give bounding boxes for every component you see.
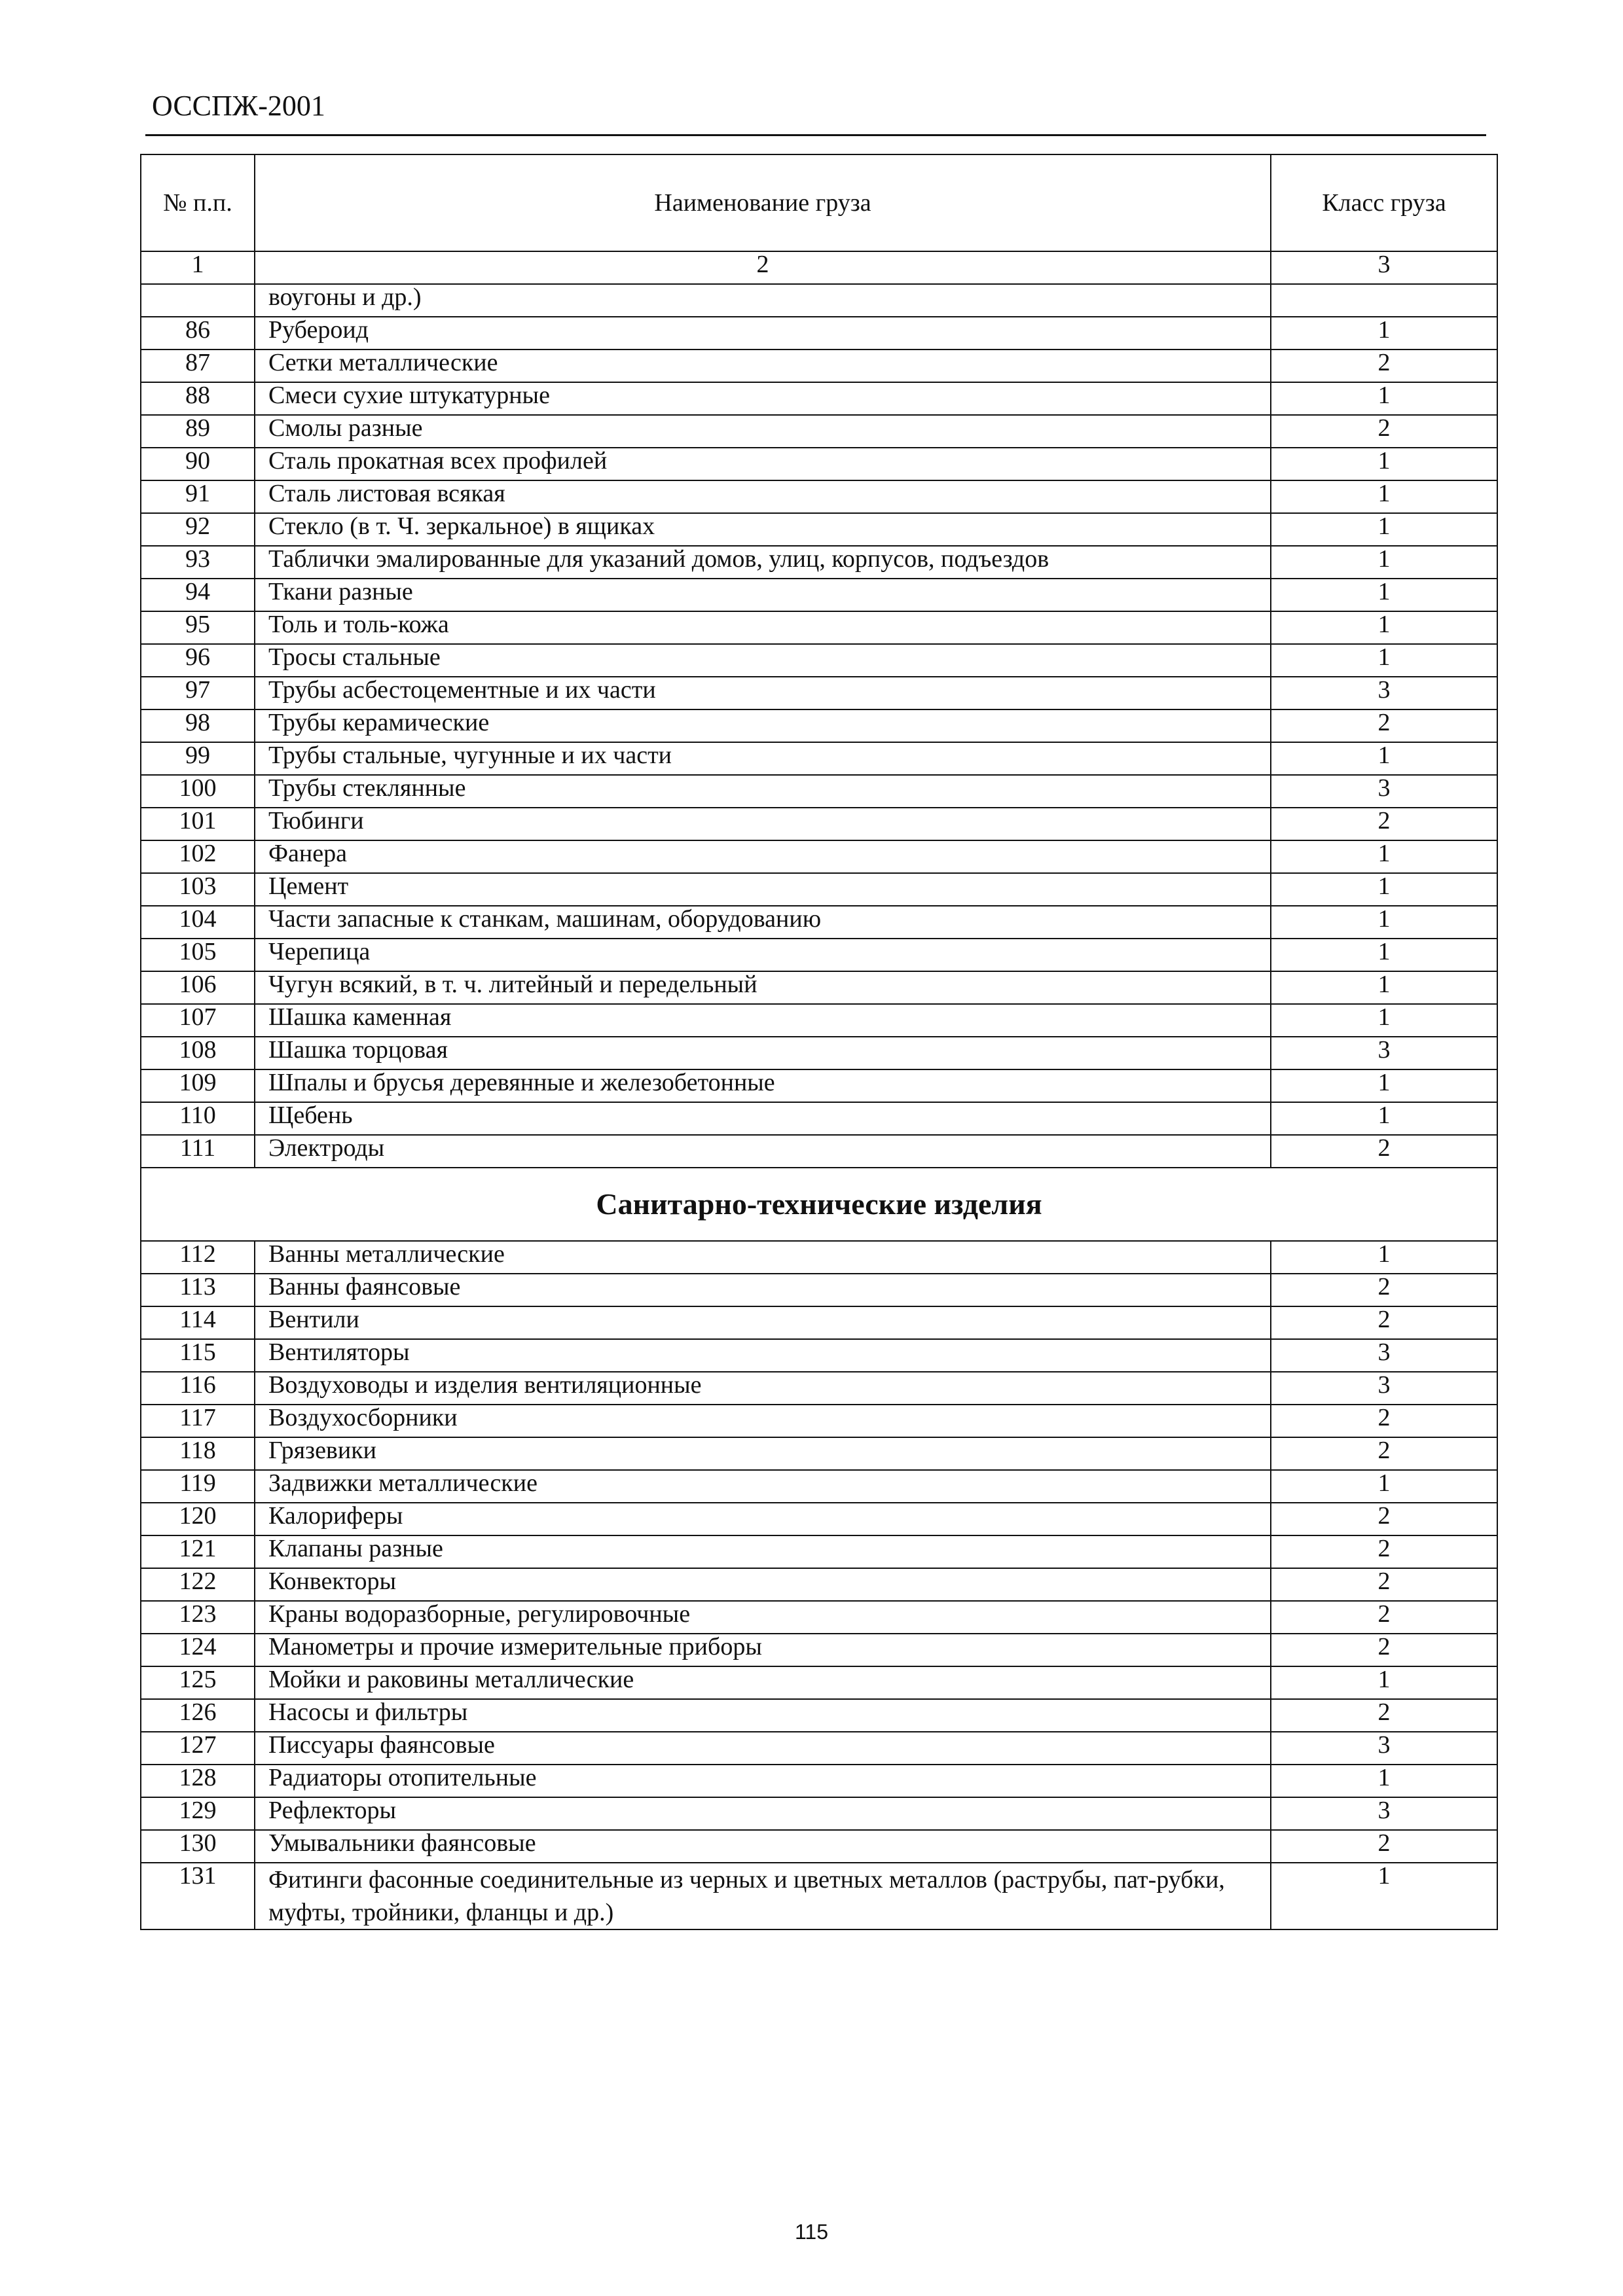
row-number-cell: 94: [141, 579, 255, 611]
cargo-class-cell: 2: [1271, 1634, 1497, 1666]
table-row: [141, 1102, 1497, 1135]
row-number-cell: 110: [141, 1102, 255, 1135]
cargo-name-cell: Части запасные к станкам, машинам, оборудованию: [255, 906, 1271, 939]
cargo-class-cell: 1: [1271, 1470, 1497, 1503]
cargo-class-cell: 2: [1271, 415, 1497, 448]
row-number-cell: 90: [141, 448, 255, 480]
cargo-class-cell: 3: [1271, 1732, 1497, 1765]
table-row: [141, 1274, 1497, 1306]
cargo-class-cell: 1: [1271, 906, 1497, 939]
table-row: [141, 1069, 1497, 1102]
cargo-class-cell: 1: [1271, 546, 1497, 579]
cargo-class-cell: 3: [1271, 1339, 1497, 1372]
row-number-cell: 131: [141, 1863, 255, 1929]
table-row: [141, 1797, 1497, 1830]
cargo-name-cell: Радиаторы отопительные: [255, 1765, 1271, 1797]
row-number-cell: 117: [141, 1405, 255, 1437]
cargo-name-cell: Смолы разные: [255, 415, 1271, 448]
cargo-name-cell: Фанера: [255, 840, 1271, 873]
cargo-class-cell: 2: [1271, 1535, 1497, 1568]
cargo-name-cell: Воздуховоды и изделия вентиляционные: [255, 1372, 1271, 1405]
table-row: [141, 906, 1497, 939]
cargo-class-cell: 2: [1271, 1601, 1497, 1634]
column-header-number: № п.п.: [141, 154, 255, 251]
row-number-cell: 128: [141, 1765, 255, 1797]
cargo-name-cell: Трубы стеклянные: [255, 775, 1271, 808]
table-row: [141, 939, 1497, 971]
table-row: [141, 808, 1497, 840]
document-code: ОССПЖ-2001: [152, 90, 325, 122]
row-number-cell: 130: [141, 1830, 255, 1863]
table-row: [141, 677, 1497, 709]
column-index-2: 2: [255, 251, 1271, 284]
cargo-class-cell: 1: [1271, 1069, 1497, 1102]
cargo-class-cell: 1: [1271, 382, 1497, 415]
table-row: [141, 1037, 1497, 1069]
cargo-class-cell: 3: [1271, 1372, 1497, 1405]
row-number-cell: 107: [141, 1004, 255, 1037]
row-number-cell: 119: [141, 1470, 255, 1503]
column-index-row: [141, 251, 1497, 284]
row-number-cell: 126: [141, 1699, 255, 1732]
cargo-name-cell: Грязевики: [255, 1437, 1271, 1470]
cargo-class-cell: 1: [1271, 1666, 1497, 1699]
cargo-name-cell: Краны водоразборные, регулировочные: [255, 1601, 1271, 1634]
row-number-cell: 118: [141, 1437, 255, 1470]
table-header-row: [141, 154, 1497, 251]
cargo-name-cell: Мойки и раковины металлические: [255, 1666, 1271, 1699]
cargo-class-cell: 2: [1271, 1437, 1497, 1470]
column-index-1: 1: [141, 251, 255, 284]
cargo-name-cell: Умывальники фаянсовые: [255, 1830, 1271, 1863]
row-number-cell: 124: [141, 1634, 255, 1666]
cargo-class-cell: 2: [1271, 1306, 1497, 1339]
cargo-class-cell: 1: [1271, 1863, 1497, 1929]
table-row: [141, 775, 1497, 808]
cargo-class-cell: 3: [1271, 775, 1497, 808]
cargo-name-cell: Манометры и прочие измерительные приборы: [255, 1634, 1271, 1666]
row-number-cell: 114: [141, 1306, 255, 1339]
cargo-class-cell: 1: [1271, 742, 1497, 775]
cargo-name-cell: Вентили: [255, 1306, 1271, 1339]
cargo-class-cell: 2: [1271, 1503, 1497, 1535]
cargo-name-cell: Чугун всякий, в т. ч. литейный и передельный: [255, 971, 1271, 1004]
cargo-class-cell: 1: [1271, 873, 1497, 906]
cargo-name-cell: Черепица: [255, 939, 1271, 971]
row-number-cell: 121: [141, 1535, 255, 1568]
table-row: [141, 644, 1497, 677]
cargo-name-cell: Стекло (в т. Ч. зеркальное) в ящиках: [255, 513, 1271, 546]
cargo-class-cell: 1: [1271, 939, 1497, 971]
row-number-cell: 127: [141, 1732, 255, 1765]
table-row: [141, 1372, 1497, 1405]
row-number-cell: 89: [141, 415, 255, 448]
table-row: [141, 1339, 1497, 1372]
section-title: Санитарно-технические изделия: [141, 1168, 1497, 1241]
row-number-cell: 97: [141, 677, 255, 709]
row-number-cell: 104: [141, 906, 255, 939]
table-row: [141, 1863, 1497, 1929]
table-row: [141, 1004, 1497, 1037]
row-number-cell: 93: [141, 546, 255, 579]
table-row: [141, 1765, 1497, 1797]
cargo-name-cell: Клапаны разные: [255, 1535, 1271, 1568]
table-row: [141, 448, 1497, 480]
page-number: 115: [794, 2220, 828, 2244]
table-row: [141, 611, 1497, 644]
row-number-cell: 122: [141, 1568, 255, 1601]
row-number-cell: 116: [141, 1372, 255, 1405]
table-row: [141, 840, 1497, 873]
section-row: [141, 1168, 1497, 1241]
table-row: [141, 382, 1497, 415]
cargo-name-cell: Фитинги фасонные соединительные из черных и цветных металлов (раструбы, пат-рубки, муфты, тройники, фланцы и др.): [255, 1863, 1271, 1929]
table-row: [141, 1470, 1497, 1503]
cargo-name-cell: Смеси сухие штукатурные: [255, 382, 1271, 415]
row-number-cell: 96: [141, 644, 255, 677]
table-row: [141, 1634, 1497, 1666]
cargo-name-cell: Сталь листовая всякая: [255, 480, 1271, 513]
row-number-cell: 123: [141, 1601, 255, 1634]
table-row: [141, 971, 1497, 1004]
table-row: [141, 1732, 1497, 1765]
cargo-name-cell: Воздухосборники: [255, 1405, 1271, 1437]
row-number-cell: 103: [141, 873, 255, 906]
row-number-cell: 102: [141, 840, 255, 873]
table-row: [141, 546, 1497, 579]
cargo-class-cell: 2: [1271, 1830, 1497, 1863]
continuation-num-cell: [141, 284, 255, 317]
cargo-name-cell: Конвекторы: [255, 1568, 1271, 1601]
row-number-cell: 106: [141, 971, 255, 1004]
row-number-cell: 113: [141, 1274, 255, 1306]
cargo-name-cell: Ванны фаянсовые: [255, 1274, 1271, 1306]
row-number-cell: 112: [141, 1241, 255, 1274]
cargo-class-cell: 3: [1271, 1037, 1497, 1069]
cargo-class-cell: 1: [1271, 448, 1497, 480]
row-number-cell: 115: [141, 1339, 255, 1372]
table-row: [141, 480, 1497, 513]
table-row: [141, 1405, 1497, 1437]
cargo-name-cell: Ткани разные: [255, 579, 1271, 611]
row-number-cell: 98: [141, 709, 255, 742]
cargo-name-cell: Писсуары фаянсовые: [255, 1732, 1271, 1765]
cargo-class-cell: 1: [1271, 1004, 1497, 1037]
table-row: [141, 350, 1497, 382]
cargo-class-cell: 2: [1271, 709, 1497, 742]
cargo-class-cell: 1: [1271, 579, 1497, 611]
cargo-name-cell: Калориферы: [255, 1503, 1271, 1535]
row-number-cell: 108: [141, 1037, 255, 1069]
cargo-class-cell: 2: [1271, 1699, 1497, 1732]
cargo-class-cell: 1: [1271, 840, 1497, 873]
cargo-name-cell: Цемент: [255, 873, 1271, 906]
table-row: [141, 1437, 1497, 1470]
cargo-name-cell: Ванны металлические: [255, 1241, 1271, 1274]
cargo-name-cell: Трубы керамические: [255, 709, 1271, 742]
cargo-class-cell: 1: [1271, 513, 1497, 546]
table-row: [141, 415, 1497, 448]
column-index-3: 3: [1271, 251, 1497, 284]
row-number-cell: 87: [141, 350, 255, 382]
table-row: [141, 709, 1497, 742]
cargo-name-cell: Сталь прокатная всех профилей: [255, 448, 1271, 480]
table-row: [141, 1135, 1497, 1168]
cargo-name-cell: Трубы асбестоцементные и их части: [255, 677, 1271, 709]
cargo-name-cell: Шпалы и брусья деревянные и железобетонные: [255, 1069, 1271, 1102]
row-number-cell: 95: [141, 611, 255, 644]
table-row: [141, 1601, 1497, 1634]
continuation-row: [141, 284, 1497, 317]
table-row: [141, 513, 1497, 546]
cargo-class-cell: 1: [1271, 1102, 1497, 1135]
cargo-name-cell: Трубы стальные, чугунные и их части: [255, 742, 1271, 775]
cargo-class-cell: 2: [1271, 1274, 1497, 1306]
table-row: [141, 1699, 1497, 1732]
row-number-cell: 105: [141, 939, 255, 971]
column-header-name: Наименование груза: [255, 154, 1271, 251]
cargo-name-cell: Щебень: [255, 1102, 1271, 1135]
cargo-name-cell: Сетки металлические: [255, 350, 1271, 382]
cargo-name-cell: Рубероид: [255, 317, 1271, 350]
cargo-class-cell: 2: [1271, 350, 1497, 382]
table-row: [141, 1666, 1497, 1699]
row-number-cell: 86: [141, 317, 255, 350]
table-row: [141, 1535, 1497, 1568]
cargo-name-cell: Вентиляторы: [255, 1339, 1271, 1372]
cargo-class-cell: 3: [1271, 1797, 1497, 1830]
cargo-name-cell: Шашка каменная: [255, 1004, 1271, 1037]
cargo-class-cell: 1: [1271, 480, 1497, 513]
row-number-cell: 99: [141, 742, 255, 775]
row-number-cell: 100: [141, 775, 255, 808]
cargo-name-cell: Электроды: [255, 1135, 1271, 1168]
table-row: [141, 317, 1497, 350]
cargo-class-cell: 1: [1271, 1765, 1497, 1797]
cargo-class-cell: 1: [1271, 317, 1497, 350]
cargo-name-cell: Рефлекторы: [255, 1797, 1271, 1830]
table-row: [141, 742, 1497, 775]
header-divider: [145, 134, 1486, 136]
cargo-name-cell: Насосы и фильтры: [255, 1699, 1271, 1732]
cargo-class-cell: 1: [1271, 644, 1497, 677]
cargo-name-cell: Задвижки металлические: [255, 1470, 1271, 1503]
table-row: [141, 1503, 1497, 1535]
table-row: [141, 1830, 1497, 1863]
table-row: [141, 579, 1497, 611]
row-number-cell: 92: [141, 513, 255, 546]
column-header-class: Класс груза: [1271, 154, 1497, 251]
table-row: [141, 873, 1497, 906]
table-row: [141, 1241, 1497, 1274]
row-number-cell: 101: [141, 808, 255, 840]
row-number-cell: 120: [141, 1503, 255, 1535]
table-row: [141, 1568, 1497, 1601]
continuation-name-cell: воугоны и др.): [255, 284, 1271, 317]
cargo-class-cell: 3: [1271, 677, 1497, 709]
row-number-cell: 125: [141, 1666, 255, 1699]
cargo-class-cell: 2: [1271, 1405, 1497, 1437]
table-row: [141, 1306, 1497, 1339]
cargo-class-cell: 1: [1271, 611, 1497, 644]
continuation-class-cell: [1271, 284, 1497, 317]
cargo-class-cell: 2: [1271, 808, 1497, 840]
row-number-cell: 88: [141, 382, 255, 415]
cargo-name-cell: Таблички эмалированные для указаний домов, улиц, корпусов, подъездов: [255, 546, 1271, 579]
row-number-cell: 109: [141, 1069, 255, 1102]
cargo-class-cell: 1: [1271, 971, 1497, 1004]
cargo-name-cell: Тюбинги: [255, 808, 1271, 840]
row-number-cell: 129: [141, 1797, 255, 1830]
cargo-class-cell: 2: [1271, 1135, 1497, 1168]
row-number-cell: 111: [141, 1135, 255, 1168]
cargo-class-cell: 2: [1271, 1568, 1497, 1601]
cargo-name-cell: Тросы стальные: [255, 644, 1271, 677]
cargo-class-table: [140, 154, 1498, 1930]
cargo-name-cell: Шашка торцовая: [255, 1037, 1271, 1069]
cargo-name-cell: Толь и толь-кожа: [255, 611, 1271, 644]
row-number-cell: 91: [141, 480, 255, 513]
cargo-class-cell: 1: [1271, 1241, 1497, 1274]
